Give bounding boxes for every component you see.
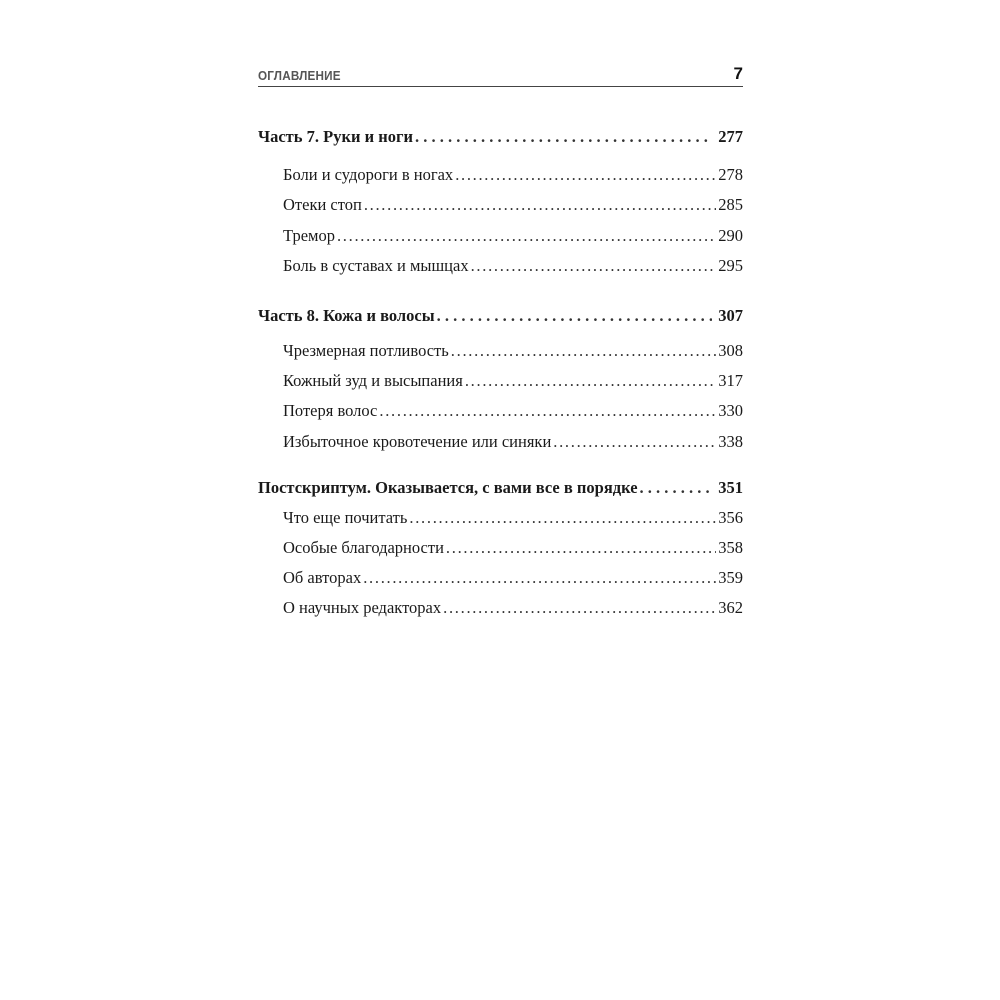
- dot-leader: [471, 256, 717, 276]
- toc-item-label: Кожный зуд и высыпания: [283, 371, 463, 390]
- toc-item: [258, 432, 743, 452]
- toc-item-label: Потеря волос: [283, 401, 378, 420]
- toc-item: [258, 401, 743, 421]
- toc-page-number: 285: [718, 195, 743, 214]
- toc-item-label: О научных редакторах: [283, 598, 442, 617]
- dot-leader: [379, 401, 716, 421]
- dot-leader: [455, 165, 716, 185]
- toc-item-label: Особые благодарности: [283, 538, 444, 557]
- dot-leader: [443, 598, 716, 618]
- toc-item-label: Об авторах: [283, 568, 362, 587]
- toc-item-label: Что еще почитать: [283, 508, 408, 527]
- toc-item-label: Боли и судороги в ногах: [283, 165, 454, 184]
- toc-item-label: Чрезмерная потливость: [283, 341, 449, 360]
- toc-page-number: 359: [718, 568, 743, 587]
- toc-item: [258, 568, 743, 588]
- toc-item: [258, 256, 743, 276]
- toc-item-label: Отеки стоп: [283, 195, 362, 214]
- toc-item-label: Избыточное кровотечение или синяки: [283, 432, 552, 451]
- toc-part-title: Часть 8. Кожа и волосы: [258, 306, 435, 325]
- toc-page-number: 277: [718, 127, 743, 146]
- toc-page-number: 358: [718, 538, 743, 557]
- dot-leader: [409, 508, 716, 528]
- toc-page-number: 278: [718, 165, 743, 184]
- dot-leader: [553, 432, 716, 452]
- toc-postscript: [258, 478, 743, 498]
- toc-part-7: [258, 127, 743, 147]
- dot-leader: [363, 568, 716, 588]
- toc-page-number: 295: [718, 256, 743, 275]
- toc-item-label: Тремор: [283, 226, 335, 245]
- toc-part-title: Постскриптум. Оказывается, с вами все в порядке: [258, 478, 638, 497]
- page-number: 7: [733, 64, 743, 83]
- toc-page-number: 317: [718, 371, 743, 390]
- dot-leader: [337, 226, 716, 246]
- dot-leader: [451, 341, 716, 361]
- toc-item-label: Боль в суставах и мышцах: [283, 256, 469, 275]
- toc-item: [258, 371, 743, 391]
- running-title: ОГЛАВЛЕНИЕ: [258, 68, 341, 83]
- toc-page-number: 290: [718, 226, 743, 245]
- toc-page-number: 356: [718, 508, 743, 527]
- toc-item: [258, 538, 743, 558]
- toc-part-8: [258, 306, 743, 326]
- toc-item: [258, 226, 743, 246]
- dot-leader: [465, 371, 716, 391]
- dot-leader: [640, 478, 713, 498]
- dot-leader: [364, 195, 716, 215]
- toc-page-number: 330: [718, 401, 743, 420]
- toc-page-number: 362: [718, 598, 743, 617]
- running-header: [258, 60, 743, 87]
- toc-item: [258, 195, 743, 215]
- dot-leader: [446, 538, 716, 558]
- toc-item: [258, 341, 743, 361]
- toc-page-number: 307: [718, 306, 743, 325]
- dot-leader: [415, 127, 712, 147]
- dot-leader: [437, 306, 713, 326]
- toc-page-number: 338: [718, 432, 743, 451]
- toc-page-number: 351: [718, 478, 743, 497]
- toc-item: [258, 598, 743, 618]
- toc-part-title: Часть 7. Руки и ноги: [258, 127, 413, 146]
- book-page: [258, 60, 743, 617]
- toc-page-number: 308: [718, 341, 743, 360]
- toc-item: [258, 508, 743, 528]
- toc-item: [258, 165, 743, 185]
